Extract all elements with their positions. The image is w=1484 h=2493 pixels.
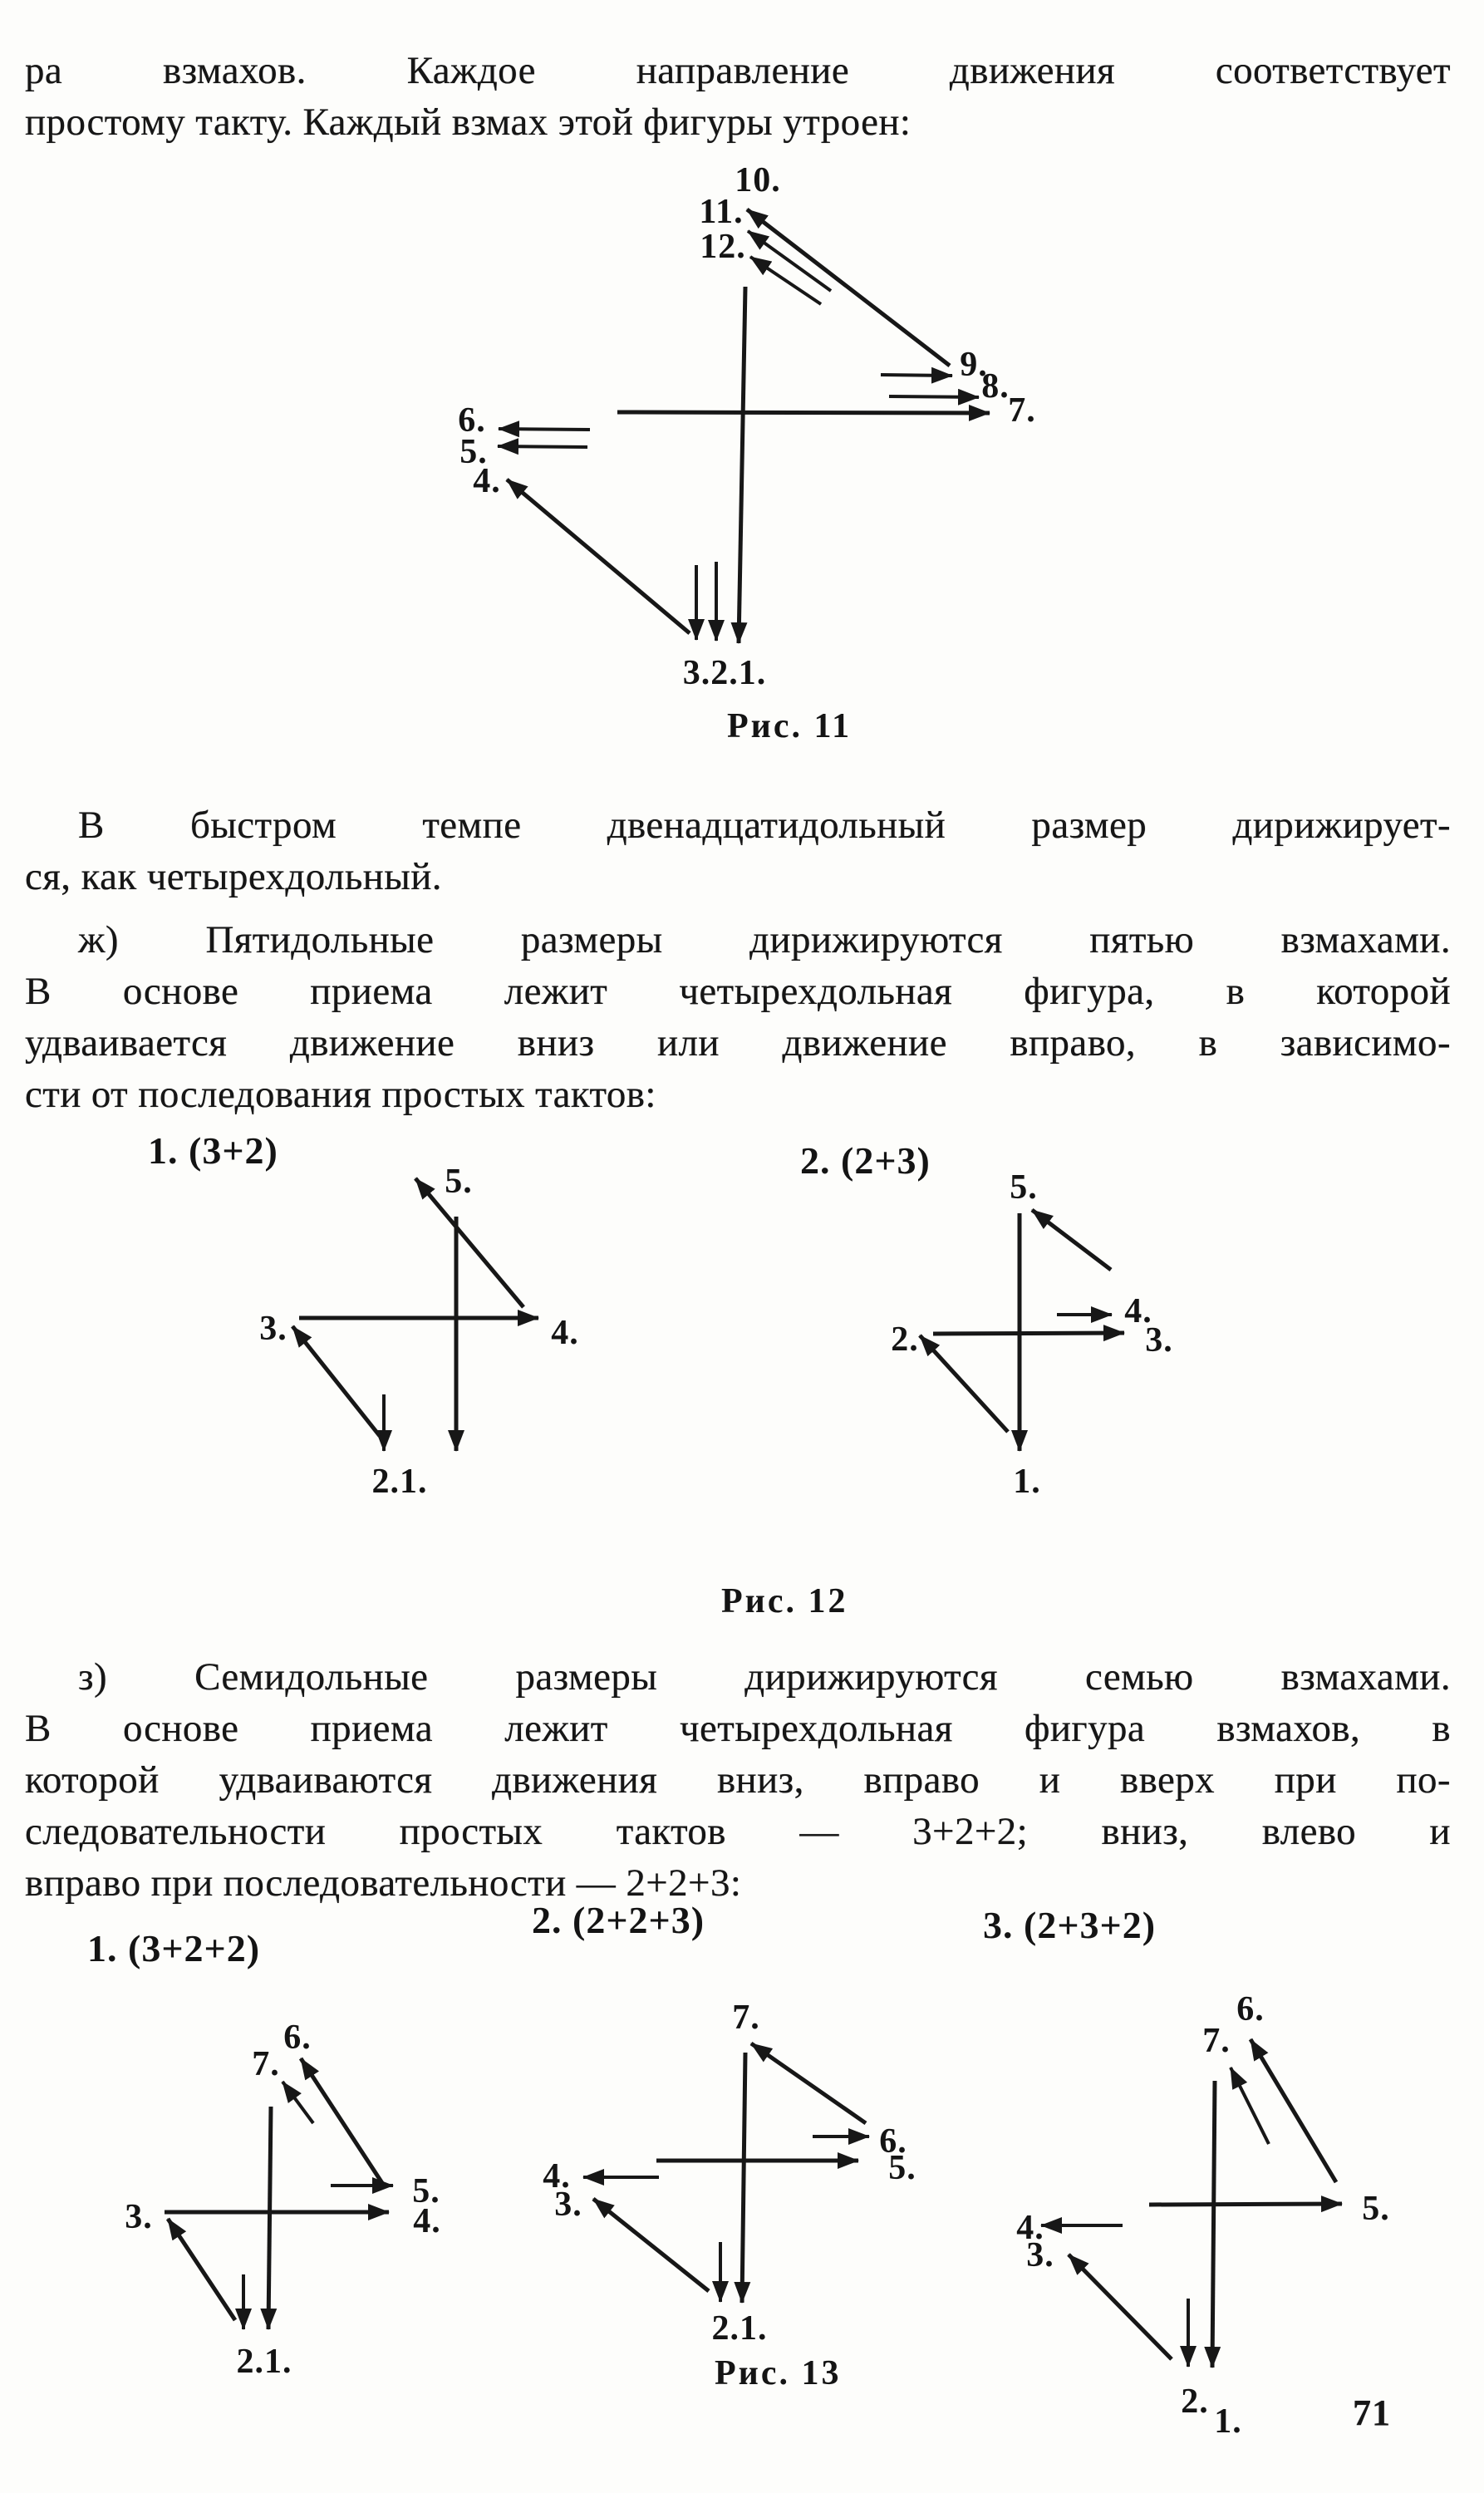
text-line: вправо при последовательности — 2+2+3: xyxy=(25,1861,742,1905)
beat-arrow xyxy=(739,287,745,643)
beat-number-label: 6. xyxy=(283,2018,312,2057)
text-line: удваивается движение вниз или движение вправо, в зависимо- xyxy=(25,1021,1451,1065)
text-line: сти от последования простых тактов: xyxy=(25,1073,656,1116)
diagram-meter-header: 2. (2+3) xyxy=(800,1139,931,1182)
beat-number-label: 4. xyxy=(551,1314,579,1352)
beat-number-label: 2.1. xyxy=(371,1463,428,1501)
beat-arrow xyxy=(1149,2204,1342,2205)
beat-number-label: 2. xyxy=(891,1320,919,1359)
diagram-meter-header: 1. (3+2+2) xyxy=(87,1927,261,1969)
figure-caption: Рис. 12 xyxy=(721,1582,848,1620)
figure-caption: Рис. 13 xyxy=(715,2354,842,2392)
beat-number-label: 5. xyxy=(888,2149,916,2187)
beat-arrow xyxy=(283,2082,313,2123)
figure-fig13_d3 xyxy=(983,1904,1390,2441)
beat-number-label: 6. xyxy=(458,401,486,440)
beat-arrow xyxy=(498,446,587,447)
figure-fig13_d1 xyxy=(87,1927,441,2381)
beat-arrow xyxy=(499,429,590,430)
text-line: ра взмахов. Каждое направление движения соответствует xyxy=(25,49,1451,92)
beat-number-label: 5. xyxy=(1362,2190,1390,2228)
beat-number-label: 3. xyxy=(1145,1321,1173,1360)
beat-arrow xyxy=(881,375,952,376)
text-line: з) Семидольные размеры дирижируются семью взмахами. xyxy=(78,1655,1451,1699)
beat-number-label: 2.1. xyxy=(236,2343,292,2381)
beat-arrow xyxy=(1251,2039,1336,2182)
beat-number-label: 4. xyxy=(543,2157,571,2196)
beat-number-label: 2. xyxy=(1181,2382,1209,2421)
beat-number-label: 6. xyxy=(879,2122,907,2161)
beat-number-label: 5. xyxy=(412,2172,440,2210)
beat-number-label: 3. xyxy=(125,2198,153,2236)
beat-number-label: 4. xyxy=(473,462,501,500)
beat-arrow xyxy=(750,257,821,304)
beat-number-label: 2.1. xyxy=(711,2309,768,2348)
beat-number-label: 5. xyxy=(445,1163,473,1201)
beat-arrow xyxy=(168,2219,235,2320)
diagram-meter-header: 2. (2+2+3) xyxy=(532,1899,705,1941)
beat-number-label: 5. xyxy=(1010,1168,1038,1207)
beat-arrow xyxy=(593,2199,709,2291)
beat-number-label: 1. xyxy=(1214,2402,1242,2441)
beat-arrow xyxy=(742,2053,745,2303)
beat-number-label: 7. xyxy=(1202,2022,1231,2060)
figure-fig13_caption xyxy=(715,2354,842,2392)
beat-arrow xyxy=(1069,2255,1172,2359)
beat-number-label: 7. xyxy=(252,2045,280,2083)
beat-arrow xyxy=(751,2043,866,2123)
beat-number-label: 3. xyxy=(554,2186,582,2224)
diagram-meter-header: 3. (2+3+2) xyxy=(983,1904,1157,1946)
text-line: В основе приема лежит четырехдольная фигура, в которой xyxy=(25,970,1451,1013)
beat-number-label: 4. xyxy=(413,2202,441,2240)
figure-fig12_left xyxy=(148,1129,579,1501)
beat-number-label: 3. xyxy=(259,1310,287,1348)
beat-number-label: 6. xyxy=(1236,1990,1265,2028)
text-line: ж) Пятидольные размеры дирижируются пятью взмахами. xyxy=(78,918,1451,961)
beat-number-label: 3.2.1. xyxy=(682,654,767,692)
text-line: простому такту. Каждый взмах этой фигуры утроен: xyxy=(25,101,912,144)
beat-arrow xyxy=(507,479,690,633)
text-line: следовательности простых тактов — 3+2+2; вниз, влево и xyxy=(25,1810,1451,1853)
figure-fig12_caption xyxy=(721,1582,848,1620)
text-line: ся, как четырехдольный. xyxy=(25,855,442,898)
beat-number-label: 7. xyxy=(1008,391,1036,430)
beat-arrow xyxy=(268,2107,271,2329)
beat-number-label: 1. xyxy=(1013,1463,1041,1501)
figure-caption: Рис. 11 xyxy=(727,707,853,745)
beat-number-label: 5. xyxy=(459,433,488,471)
figure-fig13_d2 xyxy=(532,1899,916,2348)
beat-number-label: 3. xyxy=(1026,2236,1054,2274)
diagram-meter-header: 1. (3+2) xyxy=(148,1129,278,1172)
beat-arrow xyxy=(617,412,990,413)
beat-arrow xyxy=(920,1335,1008,1432)
page-number: 71 xyxy=(1353,2392,1391,2433)
text-line: В быстром темпе двенадцатидольный размер дирижирует- xyxy=(78,804,1451,847)
beat-number-label: 8. xyxy=(981,367,1010,406)
beat-arrow xyxy=(889,396,979,397)
beat-arrow xyxy=(1212,2081,1215,2368)
beat-number-label: 12. xyxy=(700,228,746,266)
text-line: В основе приема лежит четырехдольная фигура взмахов, в xyxy=(25,1707,1451,1750)
beat-number-label: 4. xyxy=(1016,2209,1044,2247)
beat-arrow xyxy=(1231,2068,1269,2144)
beat-number-label: 9. xyxy=(960,346,988,384)
beat-arrow xyxy=(292,1326,380,1436)
beat-number-label: 7. xyxy=(732,1999,760,2037)
text-line: которой удваиваются движения вниз, вправо и вверх при по- xyxy=(25,1758,1451,1802)
beat-arrow xyxy=(1032,1210,1111,1270)
beat-number-label: 10. xyxy=(735,161,781,199)
beat-arrow xyxy=(747,209,950,366)
beat-number-label: 11. xyxy=(699,193,744,231)
beat-arrow xyxy=(933,1333,1124,1334)
figure-fig11 xyxy=(458,161,1036,745)
figure-fig12_right xyxy=(800,1139,1173,1501)
beat-number-label: 4. xyxy=(1124,1292,1152,1330)
